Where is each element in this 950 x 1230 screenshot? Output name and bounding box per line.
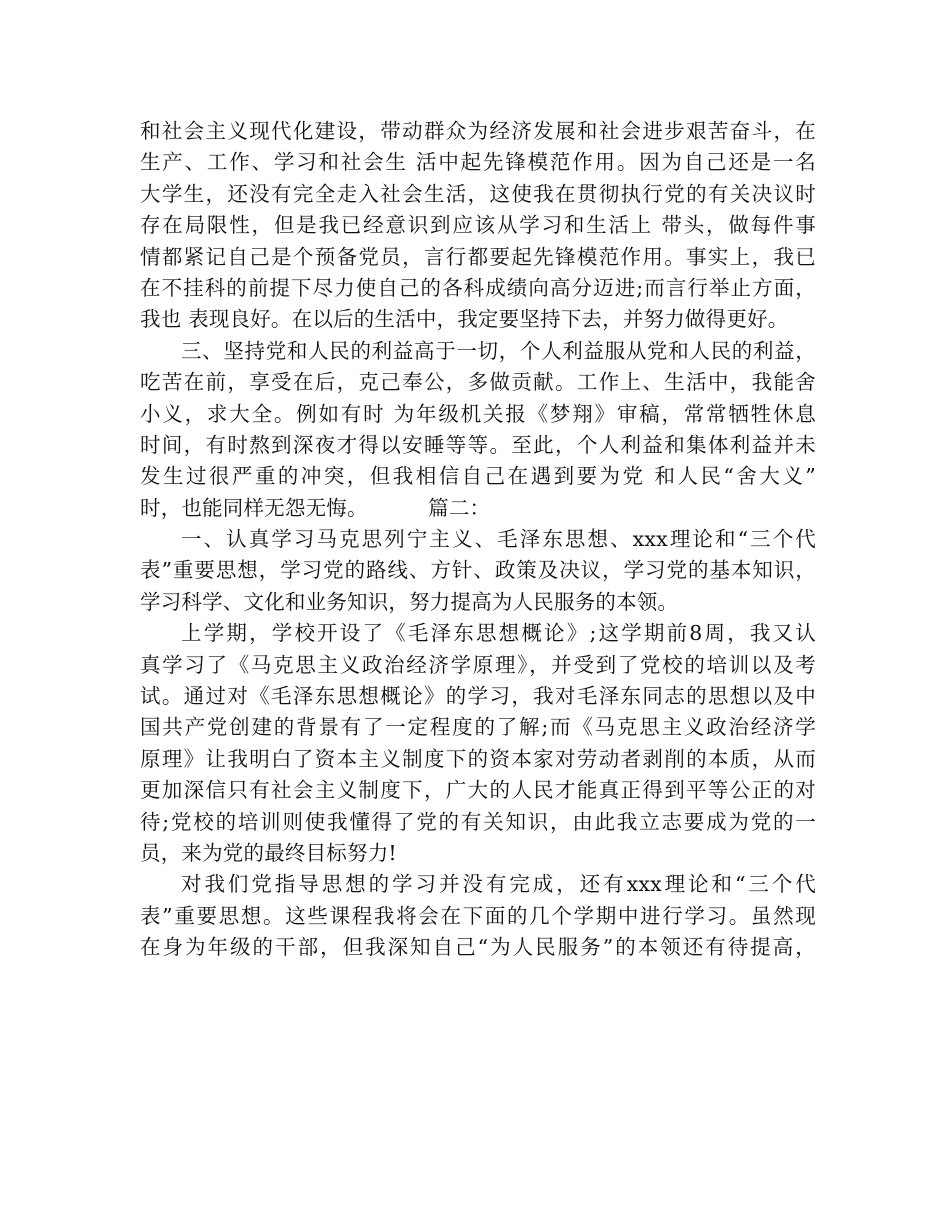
text-line: 国共产党创建的背景有了一定程度的了解;而《马克思主义政治经济学 [140, 715, 816, 740]
document-body [140, 116, 816, 964]
text-line: 学习科学、文化和业务知识，努力提高为人民服务的本领。 [140, 589, 679, 614]
text-line: 时，也能同样无怨无悔。 篇二： [140, 495, 491, 520]
text-line: 情都紧记自己是个预备党员，言行都要起先锋模范作用。事实上，我已 [140, 244, 816, 269]
text-line: 员，来为党的最终目标努力! [140, 840, 397, 865]
text-line: 发生过很严重的冲突，但我相信自己在遇到要为党 和人民“舍大义” [140, 464, 816, 489]
text-line: 真学习了《马克思主义政治经济学原理》，并受到了党校的培训以及考 [140, 652, 816, 677]
paragraph-first-line: 三、坚持党和人民的利益高于一切，个人利益服从党和人民的利益， [181, 338, 816, 363]
text-line: 时间，有时熬到深夜才得以安睡等等。至此，个人利益和集体利益并未 [140, 432, 816, 457]
text-line: 大学生，还没有完全走入社会生活，这使我在贯彻执行党的有关决议时 [140, 181, 816, 206]
text-line: 待;党校的培训则使我懂得了党的有关知识，由此我立志要成为党的一 [140, 809, 816, 834]
text-line: 在身为年级的干部，但我深知自己“为人民服务”的本领还有待提高， [140, 935, 816, 960]
paragraph-first-line: 一、认真学习马克思列宁主义、毛泽东思想、xxx理论和“三个代 [181, 527, 816, 552]
text-line: 生产、工作、学习和社会生 活中起先锋模范作用。因为自己还是一名 [140, 150, 816, 175]
text-line: 更加深信只有社会主义制度下，广大的人民才能真正得到平等公正的对 [140, 778, 816, 803]
text-line: 吃苦在前，享受在后，克己奉公，多做贡献。工作上、生活中，我能舍 [140, 370, 816, 395]
text-line: 和社会主义现代化建设，带动群众为经济发展和社会进步艰苦奋斗，在 [140, 119, 816, 143]
paragraph-first-line: 上学期，学校开设了《毛泽东思想概论》;这学期前8周，我又认 [181, 621, 816, 646]
text-line: 存在局限性，但是我已经意识到应该从学习和生活上 带头，做每件事 [140, 213, 816, 238]
text-line: 在不挂科的前提下尽力使自己的各科成绩向高分迈进;而言行举止方面， [140, 275, 816, 300]
text-line: 表”重要思想，学习党的路线、方针、政策及决议，学习党的基本知识， [140, 558, 816, 583]
text-line: 我也 表现良好。在以后的生活中，我定要坚持下去，并努力做得更好。 [140, 307, 789, 332]
text-line: 小义，求大全。例如有时 为年级机关报《梦翔》审稿，常常牺牲休息 [140, 401, 816, 426]
text-line: 表”重要思想。这些课程我将会在下面的几个学期中进行学习。虽然现 [140, 903, 816, 928]
text-line: 原理》让我明白了资本主义制度下的资本家对劳动者剥削的本质，从而 [140, 746, 816, 771]
text-line: 试。通过对《毛泽东思想概论》的学习，我对毛泽东同志的思想以及中 [140, 684, 816, 709]
paragraph-first-line: 对我们党指导思想的学习并没有完成，还有xxx理论和“三个代 [181, 872, 816, 897]
